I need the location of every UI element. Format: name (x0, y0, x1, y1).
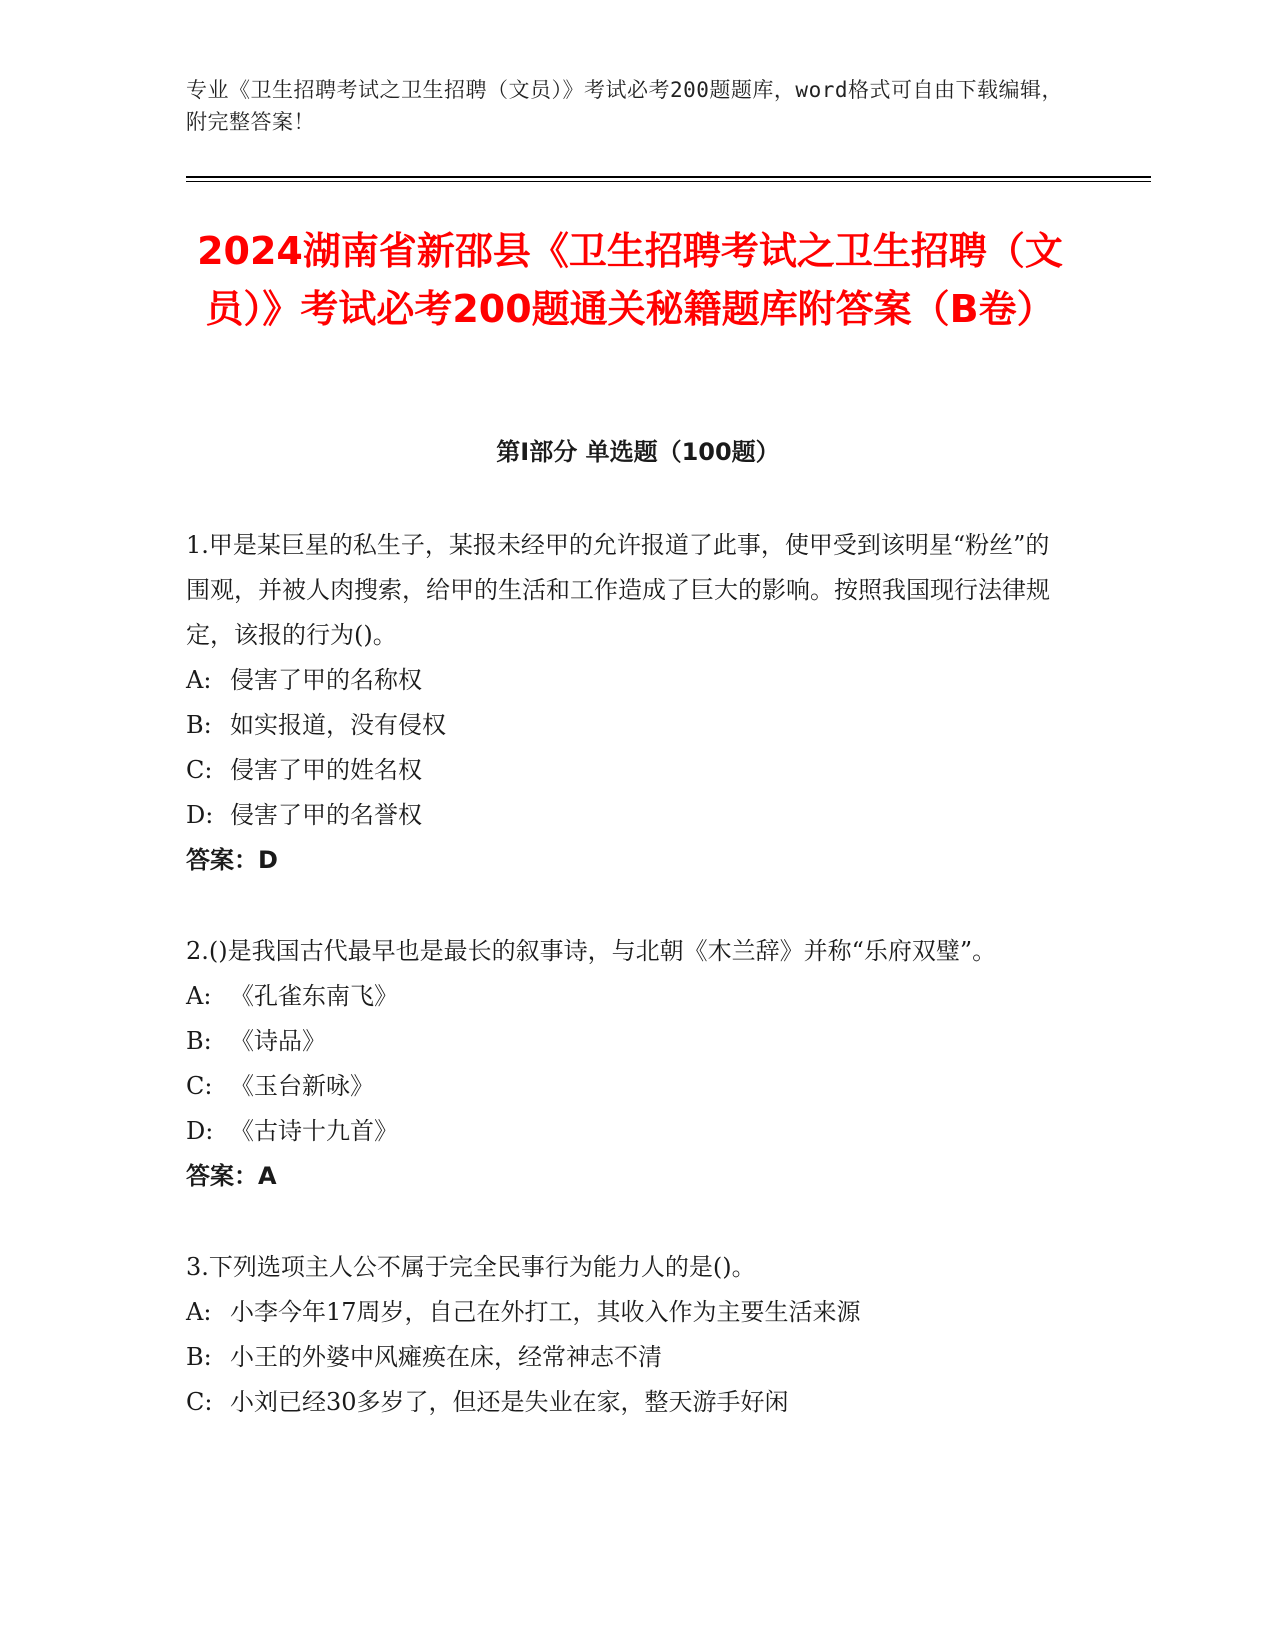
question-2 (186, 929, 1066, 1199)
question-stem: 2.()是我国古代最早也是最长的叙事诗，与北朝《木兰辞》并称“乐府双璧”。 (186, 937, 997, 965)
option-letter: B: (186, 1027, 212, 1055)
option-text: 侵害了甲的名誉权 (230, 801, 422, 829)
option-letter: C: (186, 1388, 213, 1416)
option-text: 《玉台新咏》 (230, 1072, 374, 1100)
option-c (186, 748, 1066, 793)
option-a (186, 974, 1066, 1019)
option-a (186, 658, 1066, 703)
option-letter: C: (186, 1072, 213, 1100)
option-letter: A: (186, 1298, 212, 1326)
option-text: 《诗品》 (230, 1027, 326, 1055)
option-letter: B: (186, 711, 212, 739)
header-divider-thin (186, 181, 1151, 182)
question-stem: 1.甲是某巨星的私生子，某报未经甲的允许报道了此事，使甲受到该明星“粉丝”的围观，并被人肉搜索，给甲的生活和工作造成了巨大的影响。按照我国现行法律规定，该报的行为()。 (186, 531, 1050, 649)
option-letter: D: (186, 1117, 214, 1145)
header-divider-thick (186, 176, 1151, 178)
document-title: 2024湖南省新邵县《卫生招聘考试之卫生招聘（文员）》考试必考200题通关秘籍题库附答案（B卷） (197, 229, 1063, 331)
option-d (186, 1109, 1066, 1154)
option-text: 小刘已经30多岁了，但还是失业在家，整天游手好闲 (230, 1388, 789, 1416)
question-list (186, 523, 1066, 1471)
option-text: 《古诗十九首》 (230, 1117, 398, 1145)
option-text: 《孔雀东南飞》 (230, 982, 398, 1010)
option-letter: D: (186, 801, 214, 829)
option-d (186, 793, 1066, 838)
option-text: 侵害了甲的姓名权 (230, 756, 422, 784)
question-1 (186, 523, 1066, 883)
option-letter: B: (186, 1343, 212, 1371)
question-stem: 3.下列选项主人公不属于完全民事行为能力人的是()。 (186, 1253, 756, 1281)
option-text: 小李今年17周岁，自己在外打工，其收入作为主要生活来源 (230, 1298, 861, 1326)
option-text: 侵害了甲的名称权 (230, 666, 422, 694)
question-3 (186, 1245, 1066, 1425)
header-note: 专业《卫生招聘考试之卫生招聘（文员）》考试必考200题题库，word格式可自由下载编辑，附完整答案！ (186, 78, 1063, 134)
section-heading: 第Ⅰ部分 单选题（100题） (496, 438, 780, 466)
option-b (186, 1335, 1066, 1380)
option-letter: A: (186, 982, 212, 1010)
option-a (186, 1290, 1066, 1335)
option-letter: C: (186, 756, 213, 784)
option-b (186, 1019, 1066, 1064)
option-c (186, 1064, 1066, 1109)
option-text: 小王的外婆中风瘫痪在床，经常神志不清 (230, 1343, 662, 1371)
option-text: 如实报道，没有侵权 (230, 711, 446, 739)
answer-line: 答案：A (186, 1162, 277, 1190)
option-letter: A: (186, 666, 212, 694)
option-c (186, 1380, 1066, 1425)
option-b (186, 703, 1066, 748)
answer-line: 答案：D (186, 846, 278, 874)
